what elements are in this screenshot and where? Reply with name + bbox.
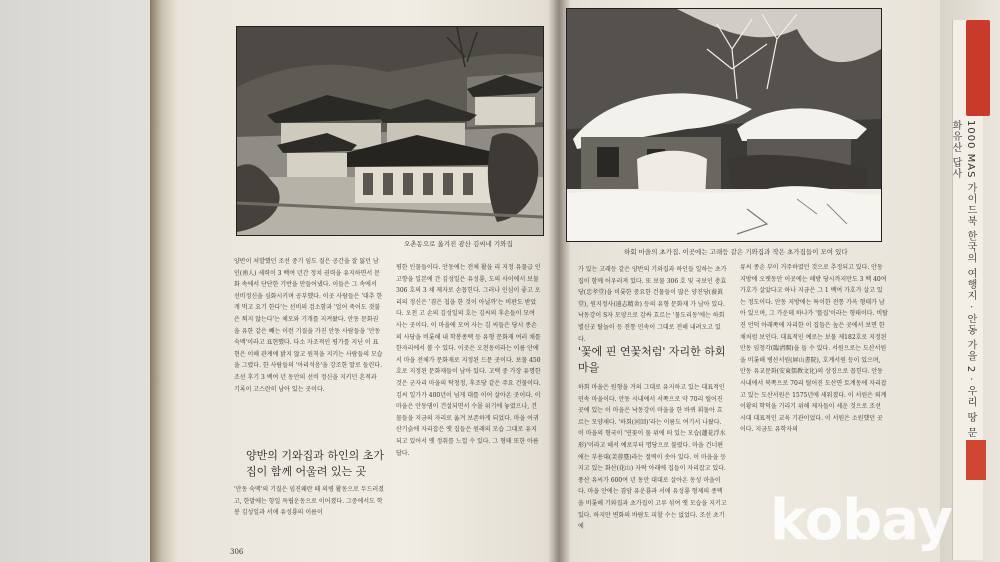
paragraph: 양반이 처발했던 조선 중기 임도 질은 공간을 잘 잃던 남인(南人) 세력이 3 백여 년간 정치 권력을 유지하면서 문화 속에서 단단한 기반을 만들어냈다. 이들은 그 속에서 선비정신을 심화시키며 공부했다. 이곳 사람들은 '대추 한 개 먹고 요기 한다'는 선비의 검소함과 '얼어 죽어도 겻불은 쬐지 않는다'는 체모와 기개를 지켜왔다. 안동 문화권을 유한 같은 빼는 이런 기질을 가진 안동 사람들을 '안동 숙맥'이라고 표현했다. 다소 자조적인 평가를 지닌 이 표현은 이해 관계에 밝지 않고 원칙을 지키는 사람들의 모습을 그렸다. 한 사람들의 '아리석음'을 강조한 말로 들린다. 조선 후기 3 백여 년 동안의 선비 정신을 지키던 흔적과 기록이 고스란히 남아 있는 곳이다.	[234, 258, 383, 393]
photo-caption-right: 하회 마을의 초가집. 이곳에는 고래등 같은 기와집과 작은 초가집들이 모여 있다	[624, 248, 848, 256]
photo-giwa-house	[236, 26, 544, 236]
left-page-column-2	[396, 262, 542, 548]
book-page-edges	[150, 0, 180, 562]
spine-red-mark	[966, 440, 986, 480]
background-left	[0, 0, 175, 562]
paragraph: 류씨 종손 부이 거주하였던 것으로 추정되고 있다. 안동 지방에 오랫동안 이곳에는 해방 당시까지만도 3 백 40여 가호가 살았다고 하나 지금은 그 1 백여 가호가 살고 있는 정도이다. 안동 지방에는 특이한 전통 가옥 형태가 남아 있으며, 그 가운데 하나가 '뜰집'이라는 형태이다. 비탈진 언덕 아래쪽에 자리한 이 집들은 높은 곳에서 보면 한 채처럼 보인다. 대표적인 예로는 보물 제182호로 지정된 안동 임청각(臨淸閣)을 들 수 있다. 서원으로는 도산서원을 비롯해 병산서원(屛山書院), 호계서원 등이 있으며, 안동 유교문화(安東儒敎文化)의 상징으로 꼽힌다. 안동시내에서 북쪽으로 70리 떨어진 도산면 토계동에 자리잡고 있는 도산서원은 1575년에 세워졌다. 이 서원은 퇴계 이황의 학덕을 기리기 위해 제자들이 세운 것으로 조선 시대 대표적인 교육 기관이었다. 이 서원은 소원했던 곳이다. 지금도 유학자의	[740, 264, 888, 434]
paragraph: 가 있는 고래등 같은 양반의 기와집과 하인들 일하는 초가집이 함께 어우러져 있다. 또 보물 306 호 및 국보인 충효당(忠孝堂)을 비롯한 중요한 건물들이 많은 양진당(養眞堂), 원지정사(遠志精舍) 등의 유형 문화재 가 남아 있다. 낙동강이 S자 모양으로 감싸 흐르는 '물도리동'에는 하회 별신굿 탈놀이 등 전통 민속이 그대로 전해 내려오고 있다.	[578, 266, 727, 343]
right-page-column-1	[578, 382, 728, 552]
left-page-column-1	[234, 256, 384, 442]
giwa-house-illustration	[237, 27, 543, 235]
right-page-column-1-top	[578, 264, 728, 343]
watermark-logo: kobay	[770, 488, 952, 553]
section-heading-left: 양반의 기와집과 하인의 초가집이 함께 어울려 있는 곳	[246, 449, 385, 478]
left-page-column-1-continued	[234, 484, 384, 546]
paragraph: 평한 인물들이다. 안동에는 전체 활을 리 지정 유물급 인 고향을 일본에 간 김성일은 유성룡, 도의 사이에서 보물 306 호의 3 채 제자로 손꼽힌다. 그러나 인심이 좋고 오리의 정신은 '겸은 칩을 한 것이 아닐까'는 비판도 받았다. 오천 고 손의 김성일의 호는 김씨의 후손들이 모여 사는 곳이다. 이 마을에 모여 사는 김 씨들은 당시 종손의 사당을 비롯해 내 학봉종택 등 유형 문화재 여러 채를 한자리에서 볼 수 있다. 이곳은 오천동이라는 이름 안에서 마을 전체가 문화재로 지정된 드문 곳이다. 보물 450호로 지정된 문화재들이 남아 있다. 고택 중 가장 유명한 것은 군자리 마을의 탁청정, 후조당 같은 주요 건물이다. 김씨 일가가 400년이 넘게 대를 이어 살아온 곳이다. 이 마을은 안동댐이 건설되면서 수몰 위기에 놓였으나, 건물들을 지금의 자리로 옮겨 보존하게 되었다. 마을 어귀 산기슭에 자리잡은 옛 집들은 원래의 모습 그대로 유지되고 있어서 옛 정취를 느낄 수 있다. 그 형태 또한 아름답다.	[396, 264, 541, 457]
spine-red-label	[966, 20, 990, 116]
photo-snow-chogajip	[566, 8, 882, 242]
chogajip-snow-illustration	[567, 9, 881, 241]
paragraph: 하회 마을은 원형을 거의 그대로 유지하고 있는 대표적인 민속 마을이다. 안동 시내에서 서쪽으로 약 70리 떨어진 곳에 있는 이 마을은 낙동강이 마을을 한 바퀴 휘돌아 흐르는 모양새다. '하회(河回)'라는 이름도 여기서 나왔다. 이 마을의 형국이 '연꽃이 물 위에 떠 있는 모습(蓮花浮水形)'이라고 해서 예로부터 명당으로 불렸다. 마을 건너편에는 부용대(芙蓉臺)라는 절벽이 솟아 있다. 이 마을을 등지고 있는 화산(花山) 자락 아래에 집들이 자리잡고 있다. 풍산 유씨가 600여 년 동안 대대로 살아온 동성 마을이다. 마을 안에는 겸암 유운룡과 서애 유성룡 형제의 종택을 비롯해 기와집과 초가집이 고루 섞여 옛 모습을 지키고 있다. 하지만 변화의 바람도 피할 수는 없었다. 조선 초기에	[578, 384, 727, 531]
spine-text: 1000 MAS 가이드북 한국의 여행지 · 안동 가을 2 · 우리 땅 문화유산 답사	[950, 120, 976, 439]
paragraph: '안동 숙맥'의 기질은 임진왜란 때 의병 활동으로 두드러졌고, 한말에는 항일 독립운동으로 이어졌다. 그중에서도 학봉 김성일과 서애 유성룡의 이름이	[234, 486, 384, 517]
photo-caption-left: 오촌동으로 옮겨진 광산 김씨네 기와집	[404, 240, 513, 248]
section-heading-right: '꽃에 핀 연꽃처럼' 자리한 하회 마을	[578, 345, 726, 374]
page-number: 306	[230, 548, 244, 556]
